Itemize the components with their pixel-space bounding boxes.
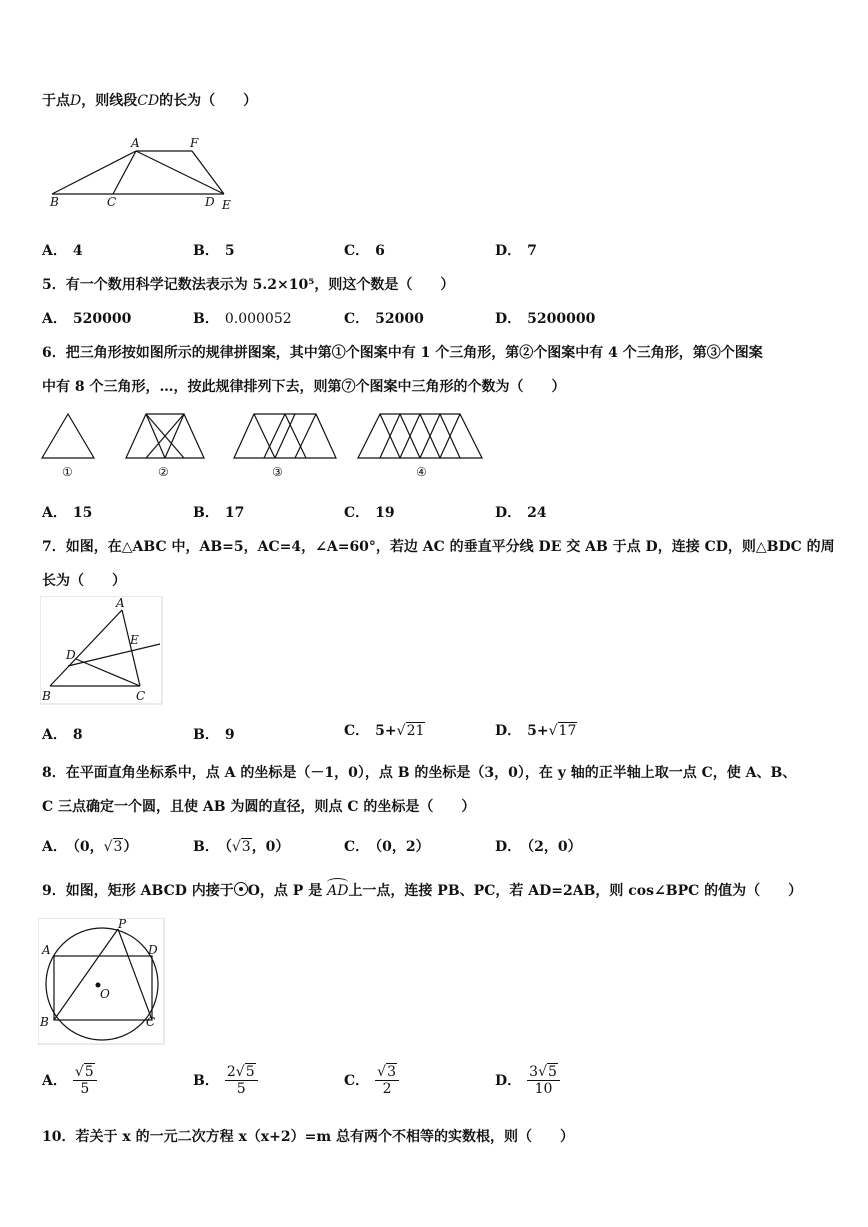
fraction <box>73 1064 97 1097</box>
denominator: 5 <box>80 1081 90 1097</box>
q8-option-b[interactable] <box>193 836 289 856</box>
q9-option-c[interactable] <box>344 1064 399 1097</box>
option-label: B． <box>193 839 219 855</box>
option-label: C． <box>344 243 370 259</box>
radicand: 3 <box>387 1064 396 1080</box>
sqrt-symbol: √3 <box>103 839 123 855</box>
radicand: 5 <box>245 1064 255 1080</box>
q8-stem-line-2: C 三点确定一个圆，且使 AB 为圆的直径，则点 C 的坐标是（ ） <box>42 799 476 815</box>
option-text: 9 <box>224 727 235 743</box>
option-text: ） <box>123 839 138 855</box>
fraction <box>375 1064 399 1097</box>
q4-label-a: A <box>131 136 140 150</box>
numerator <box>527 1064 560 1081</box>
option-text: ，0） <box>251 839 290 855</box>
sqrt-symbol: √3 <box>231 839 251 855</box>
numerator <box>225 1064 258 1081</box>
q8-stem-line-1: 8．在平面直角坐标系中，点 A 的坐标是（－1，0），点 B 的坐标是（3，0），在 y 轴的正半轴上取一点 C，使 A、B、 <box>42 765 797 781</box>
q4-option-a[interactable] <box>42 240 83 260</box>
q6-label-2: ② <box>158 465 169 479</box>
option-text: 8 <box>72 727 83 743</box>
q9-label-c: C <box>146 1015 156 1029</box>
radicand: 5 <box>84 1064 94 1080</box>
option-text: 24 <box>527 505 547 521</box>
q4-stem-text-3: 的长为（ ） <box>159 93 258 109</box>
option-label: B． <box>193 727 219 743</box>
q7-label-e: E <box>130 633 139 647</box>
q4-figure <box>40 132 270 214</box>
q9-stem-text-3: 上一点，连接 PB、PC，若 AD=2AB，则 cos∠BPC 的值为（ ） <box>348 883 803 899</box>
q4-label-c: C <box>107 195 117 209</box>
fraction <box>527 1064 560 1097</box>
q4-option-c[interactable] <box>344 240 385 260</box>
sqrt-symbol: √21 <box>396 723 425 739</box>
option-text: 0.000052 <box>224 311 292 327</box>
option-label: D． <box>495 505 522 521</box>
q6-option-c[interactable] <box>344 502 395 522</box>
q8-option-c[interactable] <box>344 836 430 856</box>
sqrt-symbol: √5 <box>538 1064 557 1080</box>
q7-option-d[interactable] <box>495 720 577 740</box>
denominator: 2 <box>382 1081 392 1097</box>
option-label: C． <box>344 839 370 855</box>
sqrt-symbol: √3 <box>377 1064 396 1080</box>
sqrt-symbol: √5 <box>235 1064 255 1080</box>
option-label: D． <box>495 723 522 739</box>
q9-stem-text: 9．如图，矩形 ABCD 内接于 <box>42 883 234 899</box>
q4-label-f: F <box>190 136 199 150</box>
denominator: 5 <box>236 1081 246 1097</box>
q5-option-c[interactable] <box>344 308 424 328</box>
q4-var-d: D <box>70 93 82 109</box>
option-label: A． <box>42 1072 67 1089</box>
option-text: 5+ <box>527 723 549 739</box>
option-label: C． <box>344 505 370 521</box>
q9-figure <box>38 918 166 1046</box>
option-label: A． <box>42 839 67 855</box>
q9-label-d: D <box>148 943 158 957</box>
option-label: B． <box>193 311 219 327</box>
option-label: C． <box>344 311 370 327</box>
coef: 3 <box>529 1064 539 1080</box>
option-text: （0，2） <box>375 839 430 855</box>
option-label: A． <box>42 243 67 259</box>
numerator <box>73 1064 97 1081</box>
denominator: 10 <box>534 1081 553 1097</box>
q9-label-b: B <box>40 1015 49 1029</box>
q6-figure <box>38 408 488 482</box>
q7-stem-line-2: 长为（ ） <box>42 573 126 589</box>
option-label: C． <box>344 723 370 739</box>
option-label: D． <box>495 243 522 259</box>
q4-label-b: B <box>50 195 59 209</box>
numerator <box>375 1064 399 1081</box>
q4-label-e: E <box>222 198 231 212</box>
q7-figure <box>40 596 164 706</box>
option-label: B． <box>193 243 219 259</box>
q6-option-b[interactable] <box>193 502 244 522</box>
q9-stem-text-2: O，点 P 是 <box>247 883 323 899</box>
option-text: 520000 <box>72 311 132 327</box>
option-label: D． <box>495 1072 522 1089</box>
option-text: 5200000 <box>527 311 596 327</box>
q9-stem <box>42 880 802 900</box>
q5-stem: 5．有一个数用科学记数法表示为 5.2×10⁵，则这个数是（ ） <box>42 277 455 293</box>
q7-label-b: B <box>42 689 51 703</box>
q9-arc-ad: AD <box>327 880 348 899</box>
coef: 2 <box>226 1064 236 1080</box>
radicand: 3 <box>113 839 123 855</box>
option-text: 5+ <box>375 723 397 739</box>
q4-option-d[interactable] <box>495 240 537 260</box>
q7-option-a[interactable] <box>42 724 83 744</box>
option-text: （0， <box>72 839 104 855</box>
q4-stem-text: 于点 <box>42 93 70 109</box>
q4-label-d: D <box>205 195 215 209</box>
q6-option-a[interactable] <box>42 502 92 522</box>
q7-label-c: C <box>136 689 146 703</box>
q7-option-c[interactable] <box>344 720 425 740</box>
q4-stem-text-2: ，则线段 <box>81 93 138 109</box>
radicand: 21 <box>406 723 425 739</box>
q8-option-a[interactable] <box>42 836 137 856</box>
option-text: 6 <box>375 243 385 259</box>
radicand: 5 <box>547 1064 557 1080</box>
radicand: 17 <box>558 723 577 739</box>
q7-option-b[interactable] <box>193 724 235 744</box>
option-text: （2，0） <box>527 839 582 855</box>
option-label: A． <box>42 727 67 743</box>
q9-option-a[interactable] <box>42 1064 97 1097</box>
q6-label-4: ④ <box>416 465 427 479</box>
option-text: 5 <box>224 243 235 259</box>
radicand: 3 <box>241 839 251 855</box>
q6-option-d[interactable] <box>495 502 547 522</box>
option-text: 7 <box>527 243 537 259</box>
q5-option-d[interactable] <box>495 308 595 328</box>
q7-stem-line-1: 7．如图，在△ABC 中，AB=5，AC=4，∠A=60°，若边 AC 的垂直平分线 DE 交 AB 于点 D，连接 CD，则△BDC 的周 <box>42 539 835 555</box>
option-text: （ <box>224 839 232 855</box>
q6-stem-line-2: 中有 8 个三角形，…，按此规律排列下去，则第⑦个图案中三角形的个数为（ ） <box>42 379 566 395</box>
option-label: A． <box>42 311 67 327</box>
q10-stem: 10．若关于 x 的一元二次方程 x（x+2）=m 总有两个不相等的实数根，则（ ） <box>42 1129 575 1145</box>
q7-label-a: A <box>116 596 125 610</box>
q8-option-d[interactable] <box>495 836 582 856</box>
option-label: D． <box>495 839 522 855</box>
option-label: D． <box>495 311 522 327</box>
option-text: 52000 <box>375 311 424 327</box>
q9-label-a: A <box>42 943 51 957</box>
q5-option-b[interactable] <box>193 308 292 328</box>
option-label: B． <box>193 1072 219 1089</box>
q4-var-cd: CD <box>137 93 160 109</box>
q7-label-d: D <box>66 648 76 662</box>
fraction <box>225 1064 258 1097</box>
q6-label-1: ① <box>62 465 73 479</box>
q4-stem <box>42 90 257 110</box>
sqrt-symbol: √17 <box>548 723 577 739</box>
option-text: 19 <box>375 505 395 521</box>
option-label: B． <box>193 505 219 521</box>
sqrt-symbol: √5 <box>74 1064 94 1080</box>
q9-option-d[interactable] <box>495 1064 560 1097</box>
q9-option-b[interactable] <box>193 1064 258 1097</box>
option-label: C． <box>344 1072 370 1089</box>
option-label: A． <box>42 505 67 521</box>
q9-label-o: O <box>100 987 110 1001</box>
q6-stem-line-1: 6．把三角形按如图所示的规律拼图案，其中第①个图案中有 1 个三角形，第②个图案中有 4 个三角形，第③个图案 <box>42 345 763 361</box>
q6-label-3: ③ <box>272 465 283 479</box>
option-text: 15 <box>72 505 93 521</box>
q9-label-p: P <box>118 918 127 931</box>
option-text: 17 <box>224 505 245 521</box>
circle-dot-symbol-icon <box>234 882 248 896</box>
option-text: 4 <box>72 243 83 259</box>
q4-option-b[interactable] <box>193 240 235 260</box>
q5-option-a[interactable] <box>42 308 131 328</box>
